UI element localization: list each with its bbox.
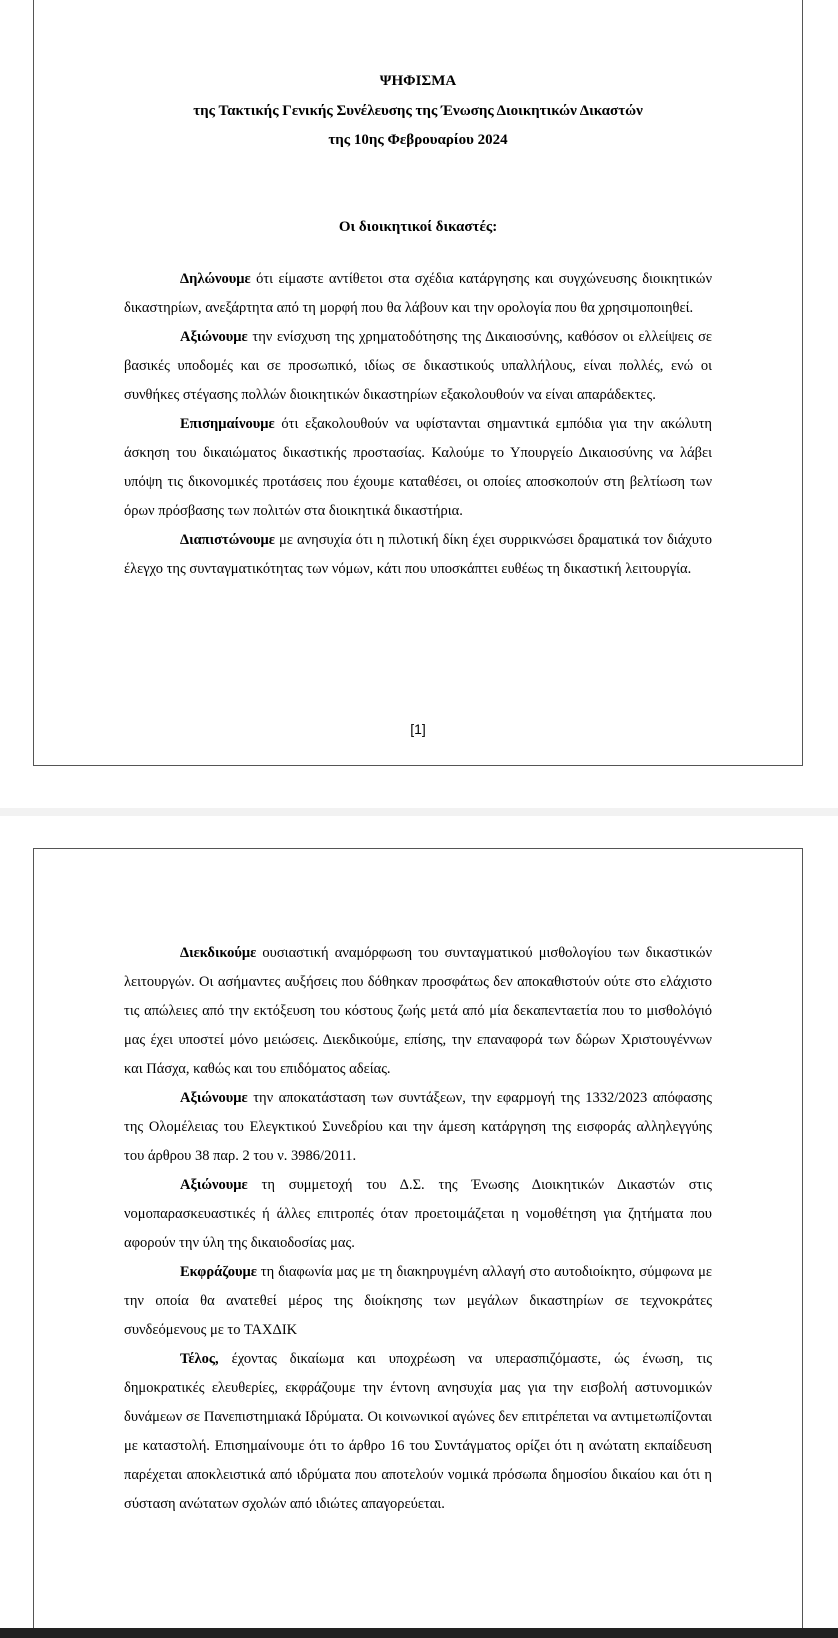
- paragraph: [124, 1084, 712, 1171]
- section-heading: Οι διοικητικοί δικαστές:: [338, 219, 498, 235]
- paragraph-lead: Τέλος,: [180, 1351, 219, 1367]
- paragraph: [124, 1171, 712, 1258]
- paragraph-lead: Αξιώνουμε: [180, 1090, 248, 1106]
- paragraph: [124, 1258, 712, 1345]
- paragraph-text: ουσιαστική αναμόρφωση του συνταγματικού μισθολογίου των δικαστικών λειτουργών. Οι ασήμαντες αυξήσεις που δόθηκαν προσφάτως δεν αποκαθιστούν ούτε στο ελάχιστο τις απώλειες από την εκτόξευση του κόστους ζωής μετά από μία δεκαπενταετία που το μισθολόγιό μας έχει υποστεί μόνο μειώσεις. Διεκδικούμε, επίσης, την επαναφορά των δώρων Χριστουγέννων και Πάσχα, καθώς και του επιδόματος αδείας.: [124, 945, 712, 1077]
- paragraph-text: τη διαφωνία μας με τη διακηρυγμένη αλλαγή στο αυτοδιοίκητο, σύμφωνα με την οποία θα ανατεθεί μέρος της διοίκησης των μεγάλων δικαστηρίων σε τεχνοκράτες συνδεόμενους με το ΤΑΧΔΙΚ: [124, 1264, 712, 1338]
- paragraph: [124, 1345, 712, 1519]
- paragraph-lead: Διαπιστώνουμε: [180, 532, 275, 548]
- paragraph: [124, 526, 712, 584]
- paragraph-lead: Αξιώνουμε: [180, 1177, 248, 1193]
- paragraph-text: την αποκατάσταση των συντάξεων, την εφαρμογή της 1332/2023 απόφασης της Ολομέλειας του Ελεγκτικού Συνεδρίου και την άμεση κατάργηση της εισφοράς αλληλεγγύης του άρθρου 38 παρ. 2 του ν. 3986/2011.: [124, 1090, 712, 1164]
- page-number: [1]: [410, 721, 426, 737]
- resolution-title: ΨΗΦΙΣΜΑ: [379, 73, 457, 89]
- page1-body: [124, 265, 712, 584]
- document-page-2: [33, 848, 803, 1638]
- paragraph-lead: Αξιώνουμε: [180, 329, 248, 345]
- paragraph-text: με ανησυχία ότι η πιλοτική δίκη έχει συρρικνώσει δραματικά τον διάχυτο έλεγχο της συνταγματικότητας των νόμων, κάτι που υποσκάπτει ευθέως τη δικαστική λειτουργία.: [124, 532, 712, 577]
- paragraph-text: ότι εξακολουθούν να υφίστανται σημαντικά εμπόδια για την ακώλυτη άσκηση του δικαιώματος δικαστικής προστασίας. Καλούμε το Υπουργείο Δικαιοσύνης να λάβει υπόψη τις δικονομικές προτάσεις που έχουμε καταθέσει, οι οποίες αποσκοπούν στη βελτίωση των όρων πρόσβασης των πολιτών στα διοικητικά δικαστήρια.: [124, 416, 712, 519]
- paragraph: [124, 265, 712, 323]
- paragraph-text: τη συμμετοχή του Δ.Σ. της Ένωσης Διοικητικών Δικαστών στις νομοπαρασκευαστικές ή άλλες επιτροπές όταν προετοιμάζεται η νομοθέτηση για ζητήματα που αφορούν την ύλη της δικαιοδοσίας μας.: [124, 1177, 712, 1251]
- paragraph-text: ότι είμαστε αντίθετοι στα σχέδια κατάργησης και συγχώνευσης διοικητικών δικαστηρίων, ανεξάρτητα από τη μορφή που θα λάβουν και την ορολογία που θα χρησιμοποιηθεί.: [124, 271, 712, 316]
- paragraph-lead: Διεκδικούμε: [180, 945, 257, 961]
- resolution-date: της 10ης Φεβρουαρίου 2024: [328, 132, 508, 148]
- paragraph-lead: Δηλώνουμε: [180, 271, 251, 287]
- resolution-subtitle: της Τακτικής Γενικής Συνέλευσης της Ένωσης Διοικητικών Δικαστών: [193, 103, 643, 119]
- page2-body: [124, 939, 712, 1519]
- paragraph: [124, 323, 712, 410]
- paragraph-text: έχοντας δικαίωμα και υποχρέωση να υπερασπιζόμαστε, ώς ένωση, τις δημοκρατικές ελευθερίες, εκφράζουμε την έντονη ανησυχία μας για την εισβολή αστυνομικών δυνάμεων σε Πανεπιστημιακά Ιδρύματα. Οι κοινωνικοί αγώνες δεν επιτρέπεται να αντιμετωπίζονται με καταστολή. Επισημαίνουμε ότι το άρθρο 16 του Συντάγματος ορίζει ότι η ανώτατη εκπαίδευση παρέχεται αποκλειστικά από ιδρύματα που αποτελούν νομικά πρόσωπα δημοσίου δικαίου και ότι η σύσταση ανώτατων σχολών από ιδιώτες απαγορεύεται.: [124, 1351, 712, 1512]
- paragraph-lead: Εκφράζουμε: [180, 1264, 257, 1280]
- paragraph-text: την ενίσχυση της χρηματοδότησης της Δικαιοσύνης, καθόσον οι ελλείψεις σε βασικές υποδομές και σε προσωπικό, ιδίως σε δικαστικούς υπαλλήλους, είναι πολλές, ενώ οι συνθήκες στέγασης πολλών διοικητικών δικαστηρίων εξακολουθούν να είναι απαράδεκτες.: [124, 329, 712, 403]
- paragraph: [124, 410, 712, 526]
- page-separator: [0, 808, 838, 816]
- viewer-bottom-bar: [0, 1628, 838, 1638]
- document-page-1: [33, 0, 803, 766]
- paragraph-lead: Επισημαίνουμε: [180, 416, 275, 432]
- paragraph: [124, 939, 712, 1084]
